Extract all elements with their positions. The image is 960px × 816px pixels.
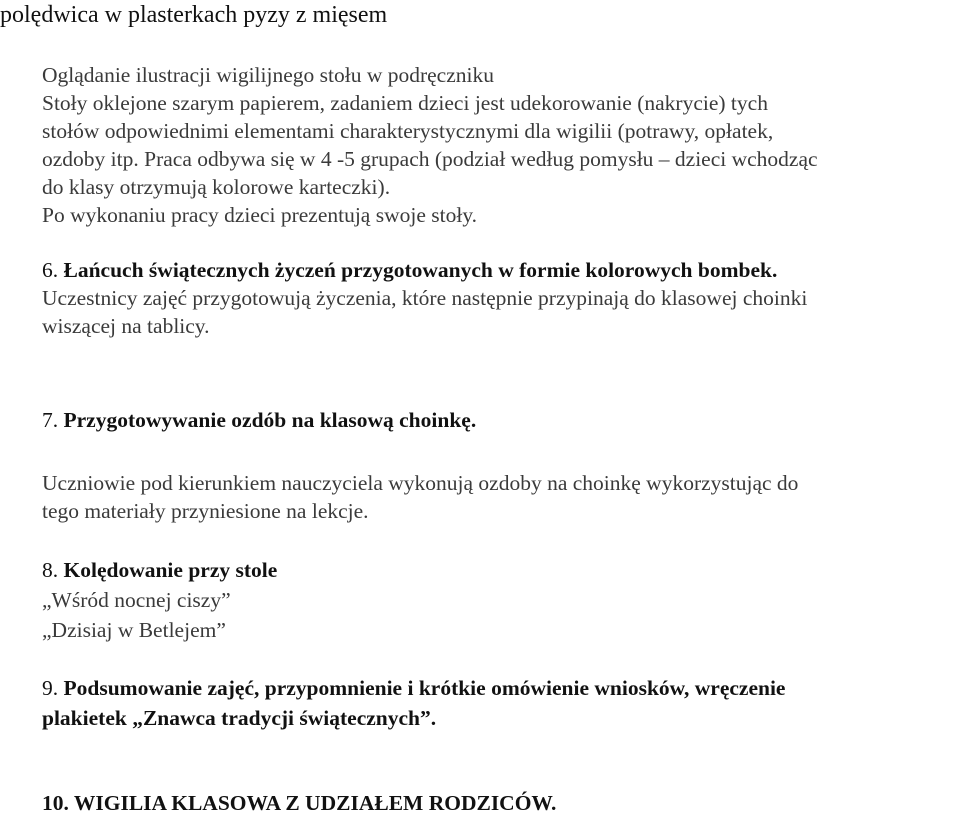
item-heading <box>42 557 277 583</box>
item-10-heading: 10. WIGILIA KLASOWA Z UDZIAŁEM RODZICÓW. <box>42 791 557 815</box>
menu-items-line: polędwica w plasterkach pyzy z mięsem <box>0 2 388 28</box>
item-heading <box>42 407 476 433</box>
paragraph-line: stołów odpowiednimi elementami charakterystycznymi dla wigilii (potrawy, opłatek, <box>42 119 774 143</box>
item-number: 7. <box>42 408 59 432</box>
paragraph-line: Po wykonaniu pracy dzieci prezentują swoje stoły. <box>42 203 478 227</box>
paragraph-line: Uczestnicy zajęć przygotowują życzenia, które następnie przypinają do klasowej choinki <box>42 286 808 310</box>
song-title: „Wśród nocnej ciszy” <box>42 588 231 612</box>
item-number: 9. <box>42 676 59 700</box>
paragraph-line: do klasy otrzymują kolorowe karteczki). <box>42 175 391 199</box>
item-number: 6. <box>42 258 59 282</box>
paragraph-line: Oglądanie ilustracji wigilijnego stołu w podręczniku <box>42 63 494 87</box>
item-title: Przygotowywanie ozdób na klasową choinkę. <box>63 408 477 432</box>
item-heading <box>42 257 777 283</box>
item-title-continuation: plakietek „Znawca tradycji świątecznych”. <box>42 706 437 730</box>
paragraph-line: Uczniowie pod kierunkiem nauczyciela wykonują ozdoby na choinkę wykorzystując do <box>42 471 799 495</box>
paragraph-line: tego materiały przyniesione na lekcje. <box>42 499 369 523</box>
paragraph-line: ozdoby itp. Praca odbywa się w 4 -5 grupach (podział według pomysłu – dzieci wchodząc <box>42 147 818 171</box>
paragraph-line: wiszącej na tablicy. <box>42 314 210 338</box>
song-title: „Dzisiaj w Betlejem” <box>42 618 226 642</box>
item-heading <box>42 675 785 701</box>
paragraph-line: Stoły oklejone szarym papierem, zadaniem dzieci jest udekorowanie (nakrycie) tych <box>42 91 768 115</box>
item-title: Łańcuch świątecznych życzeń przygotowanych w formie kolorowych bombek. <box>63 258 778 282</box>
item-number: 8. <box>42 558 59 582</box>
item-title: Podsumowanie zajęć, przypomnienie i krótkie omówienie wniosków, wręczenie <box>63 676 786 700</box>
item-title: Kolędowanie przy stole <box>63 558 278 582</box>
